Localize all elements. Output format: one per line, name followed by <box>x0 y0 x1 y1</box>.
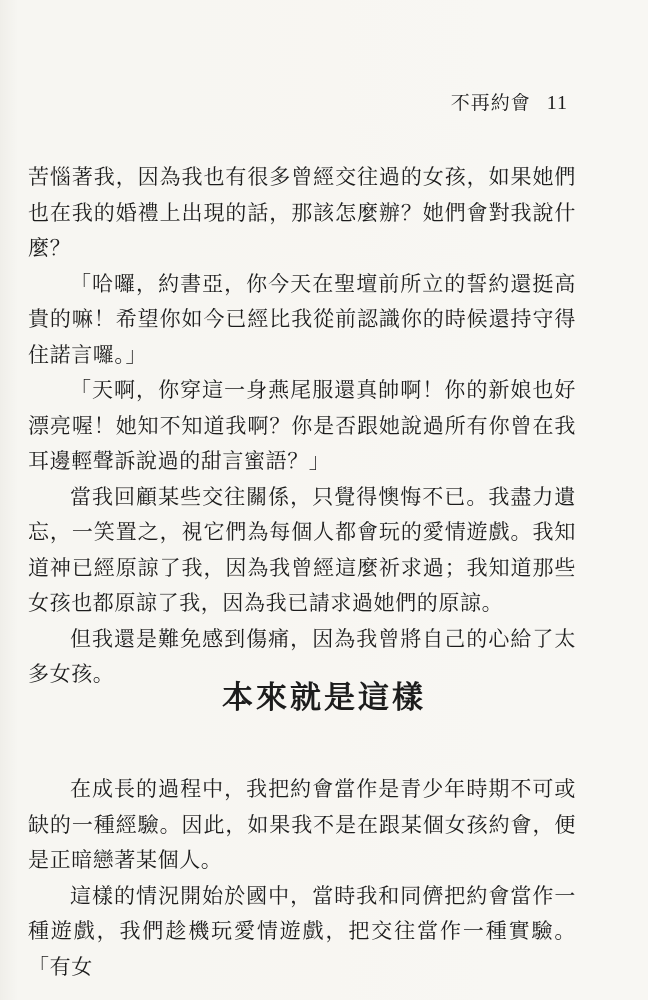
paragraph: 「哈囉，約書亞，你今天在聖壇前所立的誓約還挺高貴的嘛！希望你如今已經比我從前認識你的時候還持守得住諾言囉。」 <box>28 271 576 367</box>
paragraph: 「天啊，你穿這一身燕尾服還真帥啊！你的新娘也好漂亮喔！她知不知道我啊？你是否跟她說過所有你曾在我耳邊輕聲訴說過的甜言蜜語？」 <box>28 378 576 473</box>
paragraph: 這樣的情況開始於國中，當時我和同儕把約會當作一種遊戲，我們趁機玩愛情遊戲，把交往當作一種實驗。「有女 <box>28 883 576 979</box>
running-header <box>451 88 568 115</box>
paragraph: 苦惱著我，因為我也有很多曾經交往過的女孩，如果她們也在我的婚禮上出現的話，那該怎麼辦？她們會對我說什麼？ <box>28 165 576 260</box>
page-number: 11 <box>546 92 568 114</box>
chapter-title: 不再約會 <box>450 92 531 114</box>
paragraph: 但我還是難免感到傷痛，因為我曾將自己的心給了太多女孩。 <box>28 626 576 686</box>
paragraph: 在成長的過程中，我把約會當作是青少年時期不可或缺的一種經驗。因此，如果我不是在跟某個女孩約會，便是正暗戀著某個人。 <box>28 777 576 872</box>
body-text <box>28 160 576 693</box>
paragraph: 當我回顧某些交往關係，只覺得懊悔不已。我盡力遺忘，一笑置之，視它們為每個人都會玩的愛情遊戲。我知道神已經原諒了我，因為我曾經這麼祈求過；我知道那些女孩也都原諒了我，因為我已請求過她們的原諒。 <box>28 484 576 615</box>
body-text-section <box>28 772 576 985</box>
section-heading: 本來就是這樣 <box>222 680 426 716</box>
